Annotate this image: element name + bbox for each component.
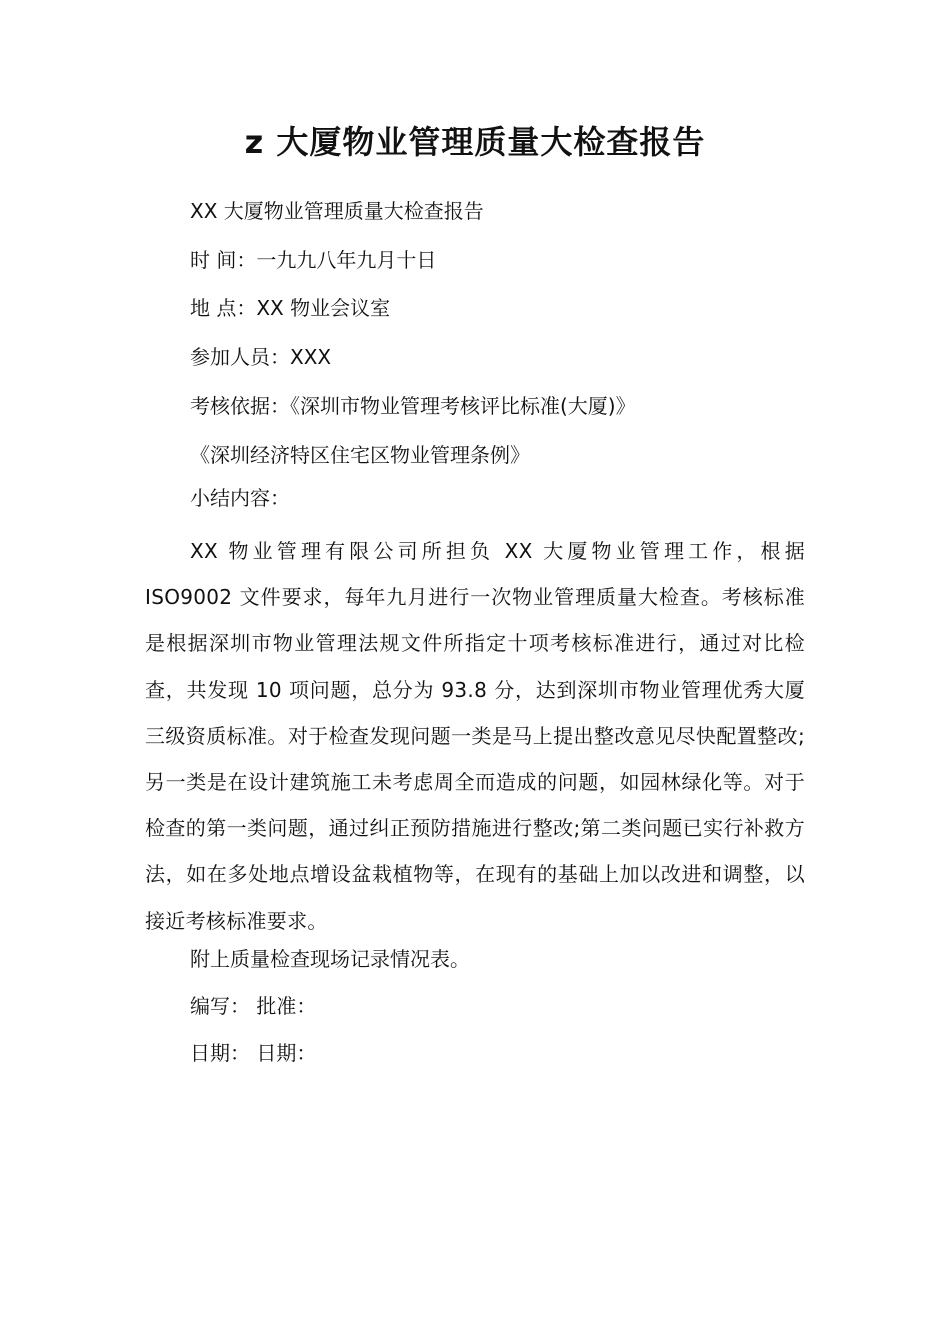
time-line: 时 间：一九九八年九月十日 — [190, 248, 437, 272]
document-title: z 大厦物业管理质量大检查报告 — [244, 123, 706, 161]
date-line: 日期： 日期： — [190, 1041, 317, 1065]
participants-line: 参加人员：XXX — [190, 345, 332, 369]
signature-line: 编写： 批准： — [190, 994, 317, 1018]
attachment-line: 附上质量检查现场记录情况表。 — [190, 947, 470, 971]
summary-label: 小结内容： — [190, 486, 290, 510]
summary-paragraph: XX 物业管理有限公司所担负 XX 大厦物业管理工作，根据 ISO9002 文件要求，每年九月进行一次物业管理质量大检查。考核标准是根据深圳市物业管理法规文件所指定十项考核标准进行，通过对比检查，共发现 10 项问题，总分为 93.8 分，达到深圳市物业管理优秀大厦三级资质标准。对于检查发现问题一类是马上提出整改意见尽快配置整改;另一类是在设计建筑施工未考虑周全而造成的问题，如园林绿化等。对于检查的第一类问题，通过纠正预防措施进行整改;第二类问题已实行补救方法，如在多处地点增设盆栽植物等，在现有的基础上加以改进和调整，以接近考核标准要求。 — [145, 539, 805, 933]
report-subtitle: XX 大厦物业管理质量大检查报告 — [190, 199, 484, 223]
location-line: 地 点：XX 物业会议室 — [190, 296, 391, 320]
basis-line-2: 《深圳经济特区住宅区物业管理条例》 — [190, 443, 530, 467]
basis-line: 考核依据：《深圳市物业管理考核评比标准(大厦)》 — [190, 394, 636, 418]
